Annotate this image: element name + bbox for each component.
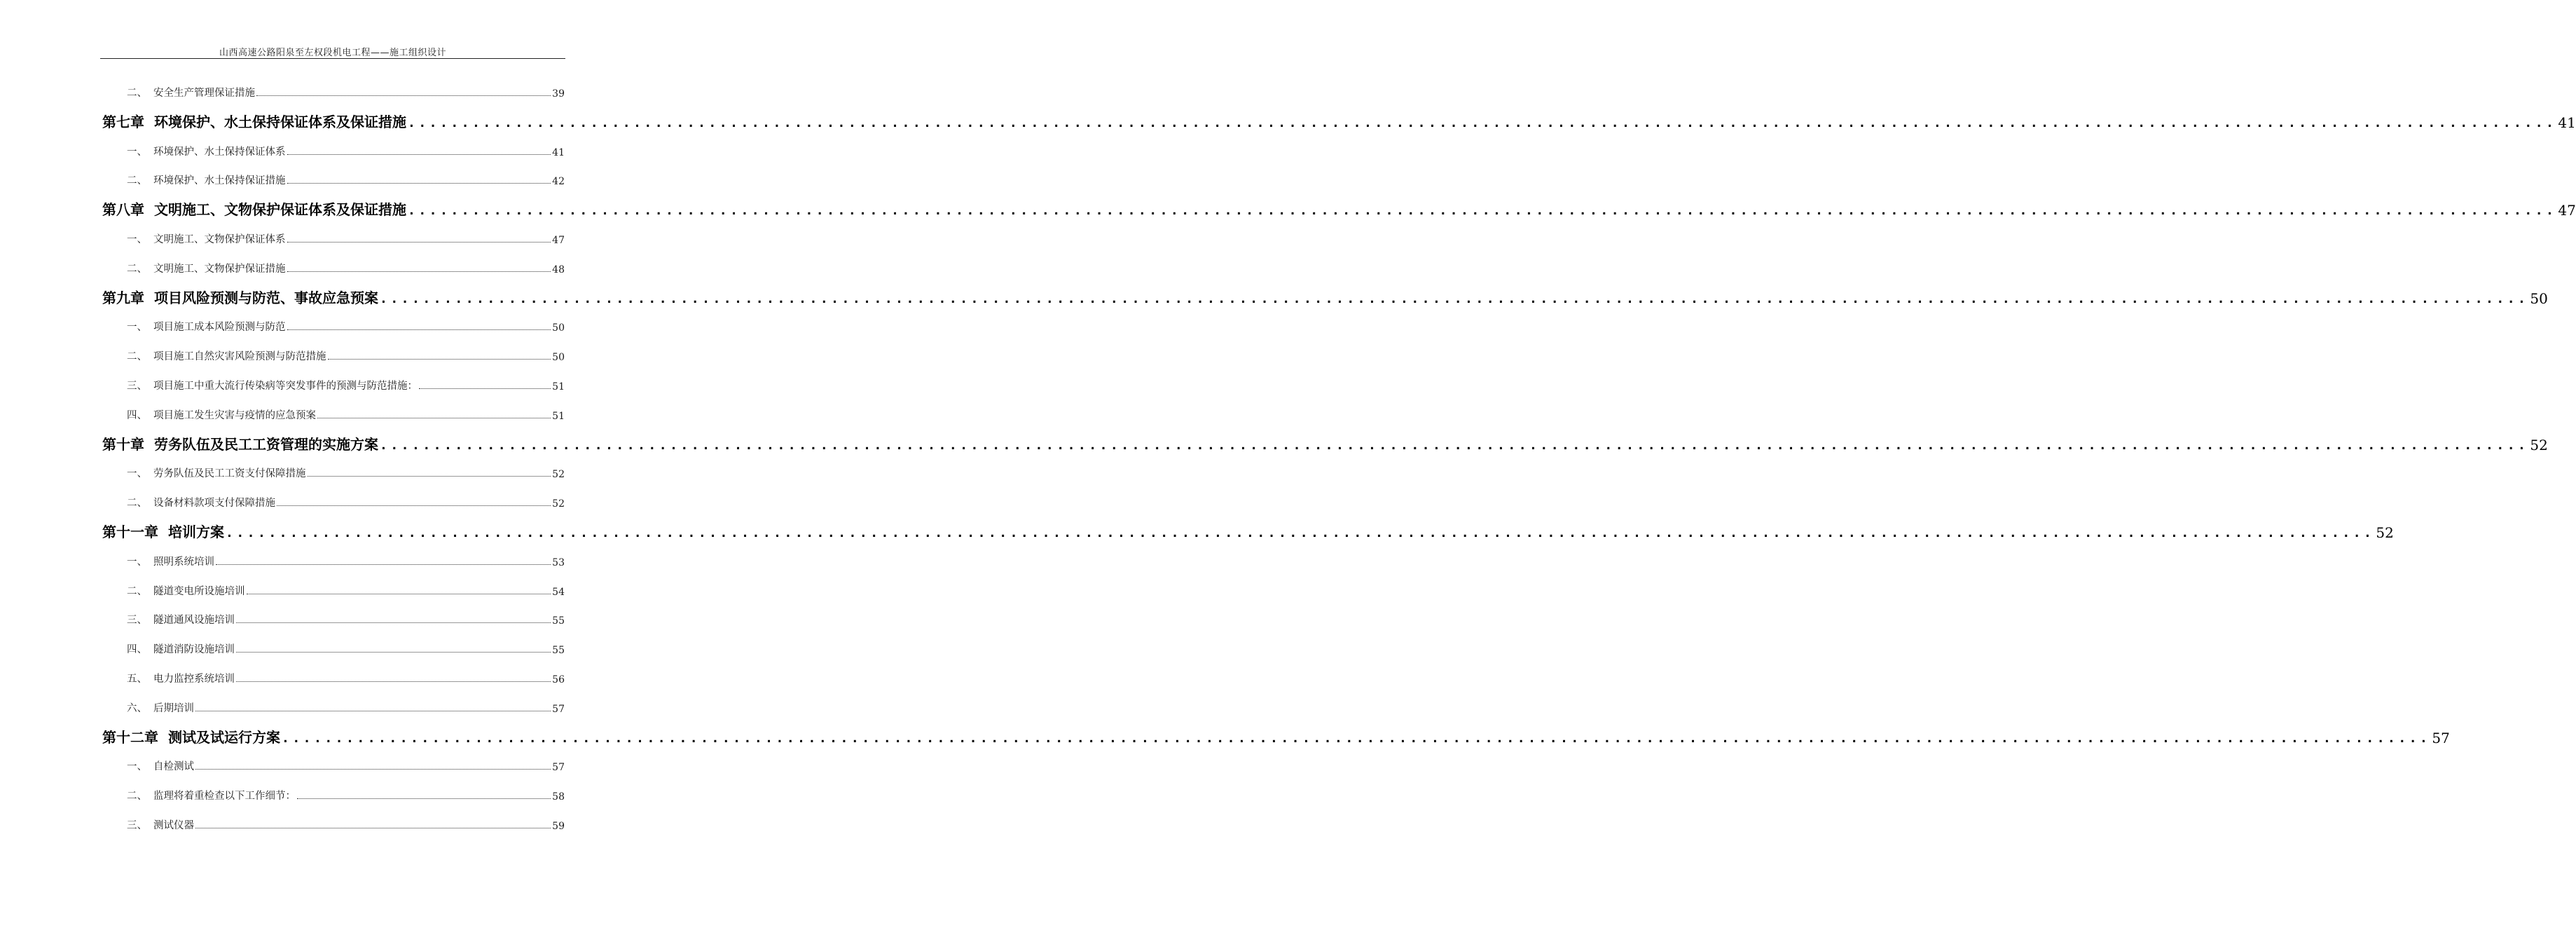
toc-page-number: 50	[2530, 289, 2548, 307]
toc-entry-number: 五、	[127, 674, 147, 685]
toc-dot-leader	[287, 182, 551, 184]
toc-entry-number: 第十二章	[102, 728, 158, 746]
toc-dot-leader: ........................................................................................................................................................................................................	[408, 203, 2557, 219]
toc-section-entry[interactable]	[127, 231, 565, 246]
toc-section-entry[interactable]	[127, 670, 565, 685]
toc-entry-title: 劳务队伍及民工工资管理的实施方案	[154, 435, 378, 453]
toc-dot-leader	[247, 593, 551, 594]
toc-dot-leader: ........................................................................................................................................................................................................	[282, 730, 2431, 746]
toc-section-entry[interactable]	[127, 172, 565, 187]
toc-dot-leader	[287, 153, 551, 155]
toc-page-number: 51	[552, 381, 565, 392]
toc-entry-title: 文明施工、文物保护保证体系及保证措施	[154, 201, 406, 219]
toc-entry-number: 二、	[127, 498, 147, 510]
toc-dot-leader	[308, 475, 551, 477]
toc-entry-number: 二、	[127, 175, 147, 187]
toc-page-number: 50	[552, 322, 565, 334]
toc-entry-number: 一、	[127, 761, 147, 773]
toc-entry-title: 项目施工中重大流行传染病等突发事件的预测与防范措施：	[153, 381, 418, 392]
toc-entry-number: 二、	[127, 88, 147, 99]
toc-entry-number: 一、	[127, 146, 147, 158]
toc-section-entry[interactable]	[127, 699, 565, 715]
toc-entry-title: 项目施工发生灾害与疫情的应急预案	[153, 409, 316, 421]
toc-entry-title: 测试仪器	[153, 820, 194, 831]
toc-entry-number: 第七章	[102, 113, 144, 130]
toc-entry-title: 自检测试	[153, 761, 194, 773]
toc-entry-title: 隧道通风设施培训	[153, 615, 235, 627]
toc-page-number: 55	[552, 615, 565, 627]
toc-entry-title: 项目施工成本风险预测与防范	[153, 322, 286, 334]
toc-dot-leader	[195, 827, 551, 828]
toc-chapter-entry[interactable]	[102, 727, 2450, 746]
toc-entry-title: 安全生产管理保证措施	[153, 88, 255, 99]
toc-section-entry[interactable]	[127, 641, 565, 656]
toc-entry-title: 环境保护、水土保持保证措施	[153, 175, 286, 187]
toc-entry-number: 二、	[127, 585, 147, 597]
toc-entry-number: 三、	[127, 381, 147, 392]
toc-dot-leader	[195, 768, 551, 770]
toc-entry-number: 一、	[127, 556, 147, 568]
toc-entry-number: 一、	[127, 468, 147, 480]
toc-chapter-entry[interactable]	[102, 434, 2548, 453]
toc-section-entry[interactable]	[127, 465, 565, 480]
toc-dot-leader	[419, 388, 551, 389]
toc-entry-title: 电力监控系统培训	[153, 674, 235, 685]
toc-page-number: 48	[552, 264, 565, 275]
toc-dot-leader	[236, 651, 551, 653]
toc-entry-number: 一、	[127, 234, 147, 245]
toc-dot-leader	[236, 681, 551, 682]
toc-dot-leader	[236, 622, 551, 623]
toc-dot-leader	[297, 798, 551, 799]
toc-entry-title: 隧道消防设施培训	[153, 644, 235, 656]
toc-page-number: 54	[552, 586, 565, 598]
toc-chapter-entry[interactable]	[102, 111, 2576, 131]
toc-page-number: 52	[552, 469, 565, 481]
toc-dot-leader	[328, 358, 551, 360]
toc-dot-leader	[287, 241, 551, 243]
toc-entry-title: 测试及试运行方案	[168, 728, 280, 746]
toc-entry-title: 环境保护、水土保持保证体系	[153, 146, 286, 158]
toc-entry-title: 培训方案	[168, 524, 224, 540]
toc-page-number: 50	[552, 352, 565, 364]
toc-section-entry[interactable]	[127, 494, 565, 510]
toc-dot-leader	[287, 329, 551, 330]
toc-entry-number: 二、	[127, 791, 147, 803]
toc-entry-number: 三、	[127, 820, 147, 831]
toc-entry-title: 照明系统培训	[153, 556, 214, 568]
toc-chapter-entry[interactable]	[102, 199, 2576, 219]
toc-dot-leader: ........................................................................................................................................................................................................	[408, 115, 2557, 130]
toc-page-number: 47	[2558, 202, 2576, 219]
toc-entry-number: 第八章	[102, 201, 144, 219]
toc-dot-leader	[195, 710, 551, 711]
toc-section-entry[interactable]	[127, 611, 565, 627]
toc-entry-number: 第十一章	[102, 524, 158, 540]
toc-entry-number: 六、	[127, 702, 147, 714]
toc-entry-title: 环境保护、水土保持保证体系及保证措施	[154, 113, 406, 130]
toc-entry-title: 文明施工、文物保护保证体系	[153, 234, 286, 245]
toc-section-entry[interactable]	[127, 260, 565, 275]
toc-page-number: 42	[552, 176, 565, 188]
header-rule	[100, 58, 565, 59]
toc-entry-title: 设备材料款项支付保障措施	[153, 498, 275, 510]
page-header: 山西高速公路阳泉至左权段机电工程——施工组织设计	[219, 48, 446, 58]
toc-entry-number: 四、	[127, 409, 147, 421]
toc-entry-title: 文明施工、文物保护保证措施	[153, 263, 286, 275]
toc-section-entry[interactable]	[127, 758, 565, 773]
toc-dot-leader	[256, 95, 551, 96]
toc-page-number: 57	[552, 703, 565, 715]
toc-entry-title: 劳务队伍及民工工资支付保障措施	[153, 468, 306, 480]
toc-dot-leader: ........................................................................................................................................................................................................	[226, 526, 2375, 540]
toc-page-number: 52	[552, 498, 565, 510]
toc-section-entry[interactable]	[127, 84, 565, 100]
toc-entry-number: 三、	[127, 615, 147, 627]
toc-dot-leader	[216, 564, 551, 565]
toc-chapter-entry[interactable]	[102, 521, 2394, 541]
toc-section-entry[interactable]	[127, 407, 565, 422]
toc-page-number: 57	[2432, 729, 2450, 746]
toc-dot-leader: ........................................................................................................................................................................................................	[380, 291, 2529, 306]
toc-page-number: 47	[552, 235, 565, 246]
toc-section-entry[interactable]	[127, 348, 565, 363]
toc-entry-title: 监理将着重检查以下工作细节：	[153, 791, 296, 803]
toc-entry-number: 一、	[127, 322, 147, 334]
toc-section-entry[interactable]	[127, 817, 565, 832]
toc-page-number: 39	[552, 88, 565, 100]
toc-entry-number: 第九章	[102, 289, 144, 306]
toc-page-number: 59	[552, 821, 565, 832]
toc-page-number: 55	[552, 645, 565, 657]
toc-entry-number: 第十章	[102, 435, 144, 453]
toc-section-entry[interactable]	[127, 553, 565, 568]
toc-section-entry[interactable]	[127, 377, 565, 392]
toc-page-number: 41	[552, 146, 565, 158]
toc-entry-title: 后期培训	[153, 702, 194, 714]
toc-entry-number: 二、	[127, 263, 147, 275]
toc-page-number: 57	[552, 762, 565, 774]
toc-dot-leader: ........................................................................................................................................................................................................	[380, 437, 2529, 453]
toc-entry-title: 隧道变电所设施培训	[153, 585, 245, 597]
toc-section-entry[interactable]	[127, 787, 565, 803]
toc-entry-number: 二、	[127, 351, 147, 363]
toc-page-number: 52	[2530, 436, 2548, 453]
toc-dot-leader	[317, 417, 551, 418]
toc-page-number: 58	[552, 791, 565, 803]
toc-dot-leader	[287, 271, 551, 272]
toc-entry-number: 四、	[127, 644, 147, 656]
toc-page-number: 53	[552, 557, 565, 568]
toc-section-entry[interactable]	[127, 582, 565, 598]
toc-dot-leader	[277, 505, 551, 506]
toc-entry-title: 项目风险预测与防范、事故应急预案	[154, 289, 378, 306]
toc-page-number: 41	[2558, 114, 2576, 131]
toc-chapter-entry[interactable]	[102, 287, 2548, 307]
toc-section-entry[interactable]	[127, 143, 565, 158]
toc-page-number: 56	[552, 674, 565, 685]
toc-entry-title: 项目施工自然灾害风险预测与防范措施	[153, 351, 326, 363]
toc-section-entry[interactable]	[127, 318, 565, 334]
toc-page-number: 51	[552, 410, 565, 422]
toc-page-number: 52	[2376, 524, 2394, 541]
